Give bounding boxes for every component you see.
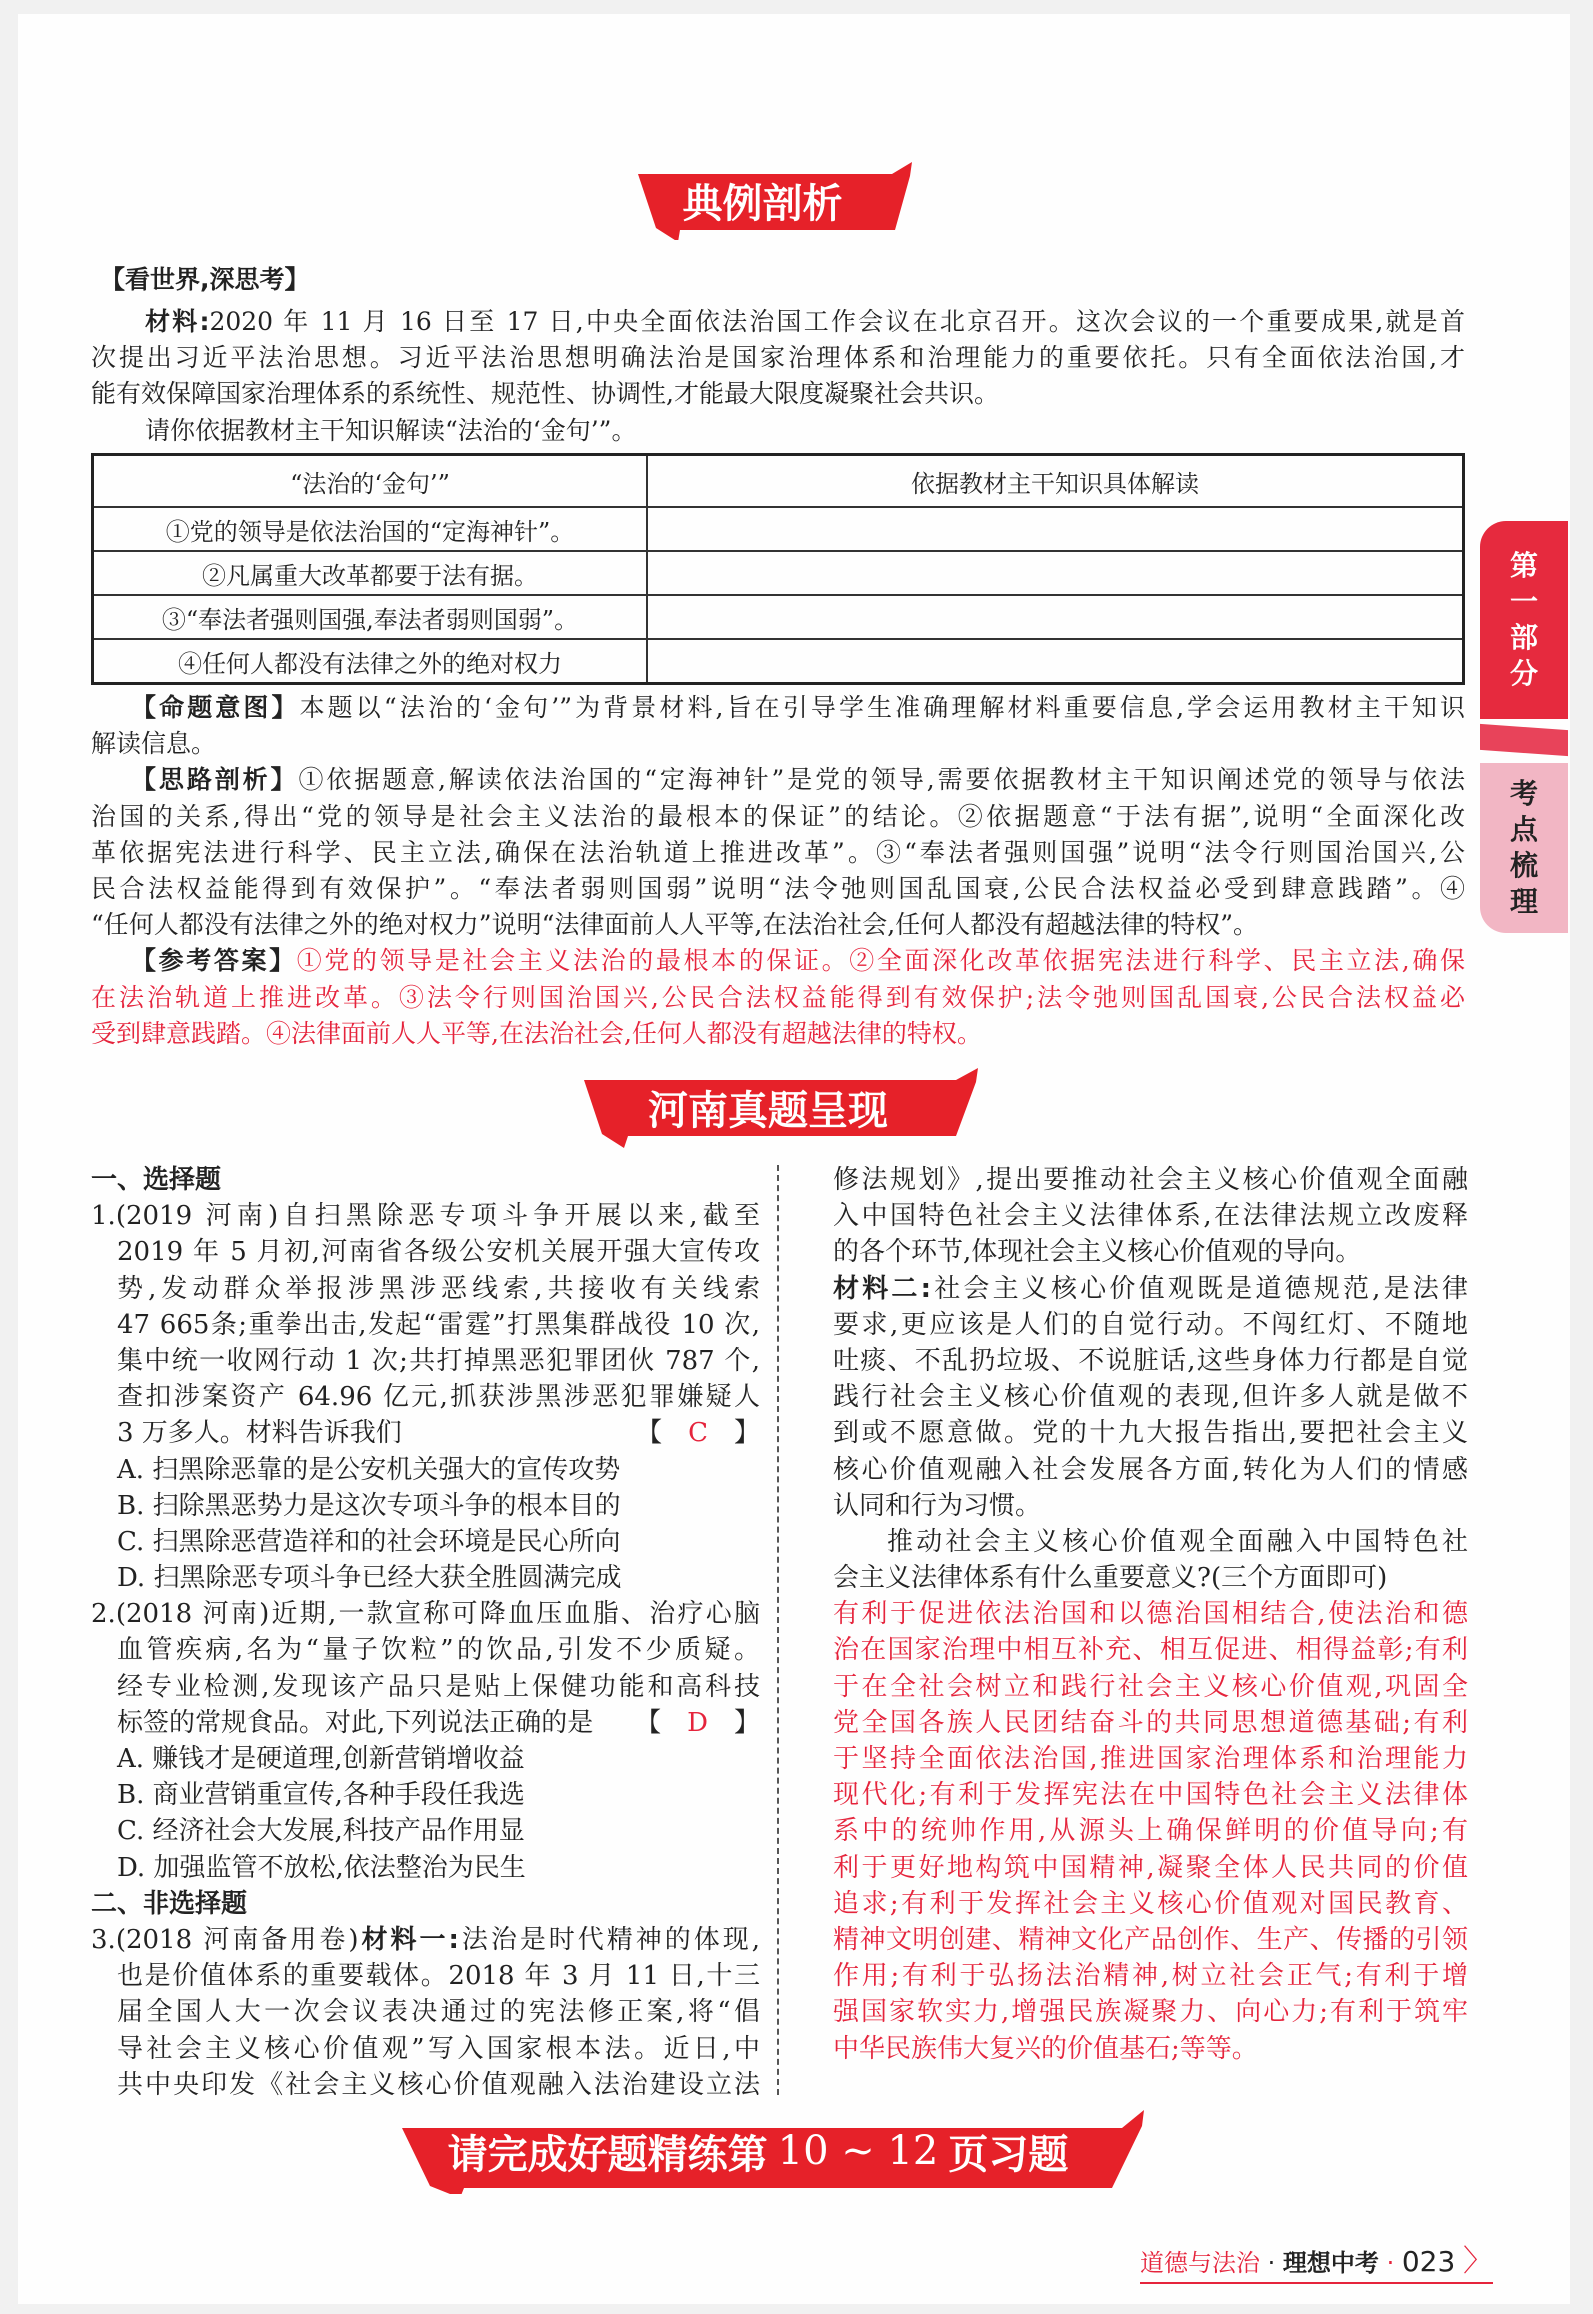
material-line — [833, 1379, 1468, 1415]
question-line — [833, 1234, 1468, 1270]
question-line: 3 万多人。材料告诉我们 — [117, 1418, 402, 1449]
paragraph-label: 【参考答案】 — [131, 946, 297, 976]
side-tab-char: 第 — [1509, 549, 1538, 582]
question-line: (2018 河南)近期,一款宣称可降血压血脂、治疗心脑 — [115, 1599, 760, 1630]
practice-page-range: 10 ~ 12 — [777, 2128, 939, 2174]
question-line: 集中统一收网行动 1 次;共打掉黑恶犯罪团伙 787 个, — [117, 1345, 760, 1376]
intent-line — [91, 690, 1465, 726]
question-line — [91, 1596, 760, 1632]
answer-option[interactable]: A. 扫黑除恶靠的是公安机关强大的宣传攻势 — [117, 1454, 621, 1485]
footer-brand: 理想中考 — [1282, 2249, 1379, 2277]
material-line: 核心价值观融入社会发展各方面,转化为人们的情感 — [833, 1454, 1468, 1485]
table-cell: ②凡属重大改革都要于法有据。 — [93, 551, 648, 595]
right-column — [833, 1162, 1468, 2067]
reference-answer-line — [91, 980, 1465, 1016]
paragraph-label: 【思路剖析】 — [131, 765, 299, 795]
side-chapter-tab[interactable] — [1480, 521, 1568, 933]
footer-subject: 道德与法治 — [1140, 2249, 1260, 2277]
side-tab-char: 点 — [1509, 813, 1538, 846]
intent-line: 本题以“法治的‘金句’”为背景材料,旨在引导学生准确理解材料重要信息,学会运用教材主干知识 — [299, 693, 1465, 722]
analysis-line: 治国的关系,得出“党的领导是社会主义法治的最根本的保证”的结论。②依据题意“于法有据”,说明“全面深化改 — [91, 801, 1465, 831]
analysis-line: 民合法权益能得到有效保护”。“奉法者弱则国弱”说明“法令弛则国乱国衰,公民合法权益必受到肆意践踏”。④ — [91, 873, 1465, 903]
banner-title: 河南真题呈现 — [648, 1087, 888, 1134]
answer-line: 追求;有利于发挥社会主义核心价值观对国民教育、 — [833, 1888, 1468, 1919]
reference-answer-line: ①党的领导是社会主义法治的最根本的保证。②全面深化改革依据宪法进行科学、民主立法,确保 — [296, 946, 1465, 976]
material-line: 要求,更应该是人们的自觉行动。不闯红灯、不随地 — [833, 1309, 1468, 1340]
reference-answer-line: 在法治轨道上推进改革。③法令行则国治国兴,公民合法权益能得到有效保护;法令弛则国乱国衰,公民合法权益必 — [91, 982, 1465, 1012]
table-cell: ①党的领导是依法治国的“定海神针”。 — [93, 507, 648, 551]
answer-line: 中华民族伟大复兴的价值基石;等等。 — [833, 2033, 1258, 2064]
side-tab-part — [1480, 521, 1568, 719]
paragraph-label: 材料: — [145, 307, 210, 336]
table-cell: ③“奉法者强则国强,奉法者弱则国弱”。 — [93, 595, 648, 639]
analysis-line — [91, 799, 1465, 835]
question-prompt-line: 会主义法律体系有什么重要意义?(三个方面即可) — [833, 1563, 1388, 1594]
answer-option[interactable]: D. 加强监管不放松,依法整治为民生 — [117, 1852, 526, 1883]
question-line: 也是价值体系的重要载体。2018 年 3 月 11 日,十三 — [117, 1961, 760, 1992]
material-line — [833, 1452, 1468, 1488]
table-row — [93, 551, 1464, 595]
question-prompt-line: 推动社会主义核心价值观全面融入中国特色社 — [887, 1526, 1468, 1557]
answer-option[interactable]: B. 商业营销重宣传,各种手段任我选 — [117, 1780, 525, 1811]
side-tab-char: 理 — [1509, 885, 1538, 918]
answer-line — [833, 1994, 1468, 2030]
question-line — [91, 1271, 760, 1307]
question-line — [91, 1922, 760, 1958]
side-tab-char: 分 — [1509, 657, 1538, 690]
question-line — [91, 2067, 760, 2103]
question-line — [91, 1994, 760, 2030]
side-tab-stripe — [1480, 724, 1568, 756]
material-line: 到或不愿意做。党的十九大报告指出,要把社会主义 — [833, 1418, 1468, 1449]
answer-line: 作用;有利于弘扬法治精神,树立社会正气;有利于增 — [833, 1961, 1468, 1992]
answer-line — [833, 1741, 1468, 1777]
intent-line: 解读信息。 — [91, 729, 217, 759]
analysis-line: “任何人都没有法律之外的绝对权力”说明“法律面前人人平等,在法治社会,任何人都没有超越法律的特权”。 — [91, 910, 1259, 940]
answer-line — [833, 1632, 1468, 1668]
answer-line: 利于更好地构筑中国精神,凝聚全体人民共同的价值 — [833, 1852, 1468, 1883]
question-line: 2019 年 5 月初,河南省各级公安机关展开强大宣传攻 — [117, 1237, 760, 1268]
answer-option[interactable]: B. 扫除黑恶势力是这次专项斗争的根本目的 — [117, 1490, 621, 1521]
question-line — [91, 1705, 760, 1741]
question-line — [91, 2031, 760, 2067]
answer-line — [833, 1813, 1468, 1849]
side-tab-char: 考 — [1509, 777, 1538, 810]
question-line: 势,发动群众举报涉黑涉恶线索,共接收有关线索 — [117, 1273, 760, 1304]
answer-line — [833, 1886, 1468, 1922]
material-line: 2020 年 11 月 16 日至 17 日,中央全面依法治国工作会议在北京召开。这次会议的一个重要成果,就是首 — [209, 307, 1465, 336]
question-line: 法治是时代精神的体现, — [458, 1924, 760, 1955]
reference-answer-line: 受到肆意践踏。④法律面前人人平等,在法治社会,任何人都没有超越法律的特权。 — [91, 1018, 982, 1048]
section-heading: 二、非选择题 — [91, 1888, 248, 1919]
answer-line: 于在全社会树立和践行社会主义核心价值观,巩固全 — [833, 1671, 1468, 1702]
question-line — [91, 1343, 760, 1379]
table-cell-blank[interactable] — [647, 507, 1464, 551]
side-tab-char: 梳 — [1509, 849, 1538, 882]
page-number: 023 — [1401, 2245, 1456, 2278]
question-line: 经专业检测,发现该产品只是贴上保健功能和高科技 — [117, 1671, 760, 1702]
question-line: 共中央印发《社会主义核心价值观融入法治建设立法 — [117, 2069, 760, 2100]
material-paragraph — [91, 304, 1465, 413]
material-line: 能有效保障国家治理体系的系统性、规范性、协调性,才能最大限度凝聚社会共识。 — [91, 379, 999, 409]
answer-line — [833, 1777, 1468, 1813]
material-line: 认同和行为习惯。 — [833, 1490, 1042, 1521]
analysis-line — [91, 871, 1465, 907]
answer-line: 于坚持全面依法治国,推进国家治理体系和治理能力 — [833, 1744, 1468, 1774]
material-line — [833, 1343, 1468, 1379]
question-prompt-line — [833, 1560, 1468, 1596]
explanation-block — [91, 690, 1465, 1052]
answer-letter: D — [687, 1707, 708, 1738]
answer-option[interactable]: D. 扫黑除恶专项斗争已经大获全胜圆满完成 — [117, 1563, 622, 1594]
answer-line: 治在国家治理中相互补充、相互促进、相得益彰;有利 — [833, 1635, 1468, 1666]
question-line: 查扣涉案资产 64.96 亿元,抓获涉黑涉恶犯罪嫌疑人 — [117, 1382, 760, 1413]
chevron-right-icon: 〉 — [1462, 2244, 1493, 2279]
answer-line: 党全国各族人民团结奋斗的共同思想道德基础;有利 — [833, 1707, 1468, 1738]
question-number: 2. — [91, 1599, 116, 1630]
question-line: 血管疾病,名为“量子饮粒”的饮品,引发不少质疑。 — [117, 1635, 760, 1666]
table-row — [93, 595, 1464, 639]
question-line — [833, 1198, 1468, 1234]
question-line: 标签的常规食品。对此,下列说法正确的是 — [117, 1707, 594, 1738]
question-line — [91, 1307, 760, 1343]
question-line: 导社会主义核心价值观”写入国家根本法。近日,中 — [117, 2033, 760, 2064]
practice-prefix: 请完成好题精练第 — [447, 2131, 768, 2178]
side-tab-char: 部 — [1509, 621, 1538, 654]
question-line — [833, 1162, 1468, 1198]
reference-answer-line — [91, 1016, 1465, 1052]
answer-bracket: 【 C 】 — [636, 1418, 760, 1449]
material-line: 践行社会主义核心价值观的表现,但许多人就是做不 — [833, 1382, 1468, 1413]
analysis-line: ①依据题意,解读依法治国的“定海神针”是党的领导,需要依据教材主干知识阐述党的领导与依法 — [298, 765, 1465, 795]
question-line — [91, 1415, 760, 1451]
answer-line — [833, 1850, 1468, 1886]
question-line — [91, 1632, 760, 1668]
answer-line: 精神文明创建、精神文化产品创作、生产、传播的引领 — [833, 1924, 1468, 1955]
question-line — [91, 1958, 760, 1994]
material-label: 材料一: — [358, 1924, 459, 1955]
question-line — [91, 1379, 760, 1415]
table-cell: ④任何人都没有法律之外的绝对权力 — [93, 639, 648, 684]
question-line: 届全国人大一次会议表决通过的宪法修正案,将“倡 — [117, 1997, 760, 2028]
answer-option[interactable]: C. 经济社会大发展,科技产品作用显 — [117, 1816, 525, 1847]
question-number: 3. — [91, 1924, 116, 1955]
practice-suffix: 页习题 — [948, 2131, 1069, 2178]
question-line: 入中国特色社会主义法律体系,在法律法规立改废释 — [833, 1201, 1468, 1232]
material-line — [91, 304, 1465, 340]
answer-line: 强国家软实力,增强民族凝聚力、向心力;有利于筑牢 — [833, 1997, 1468, 2028]
analysis-line — [91, 907, 1465, 943]
table-header-row — [93, 455, 1464, 508]
golden-sentence-table — [91, 453, 1465, 685]
answer-line — [833, 1596, 1468, 1632]
table-header: “法治的‘金句’” — [93, 455, 648, 508]
analysis-line: 革依据宪法进行科学、民主立法,确保在法治轨道上推进改革”。③“奉法者强则国强”说明“法令行则国治国兴,公 — [91, 837, 1465, 867]
footer-separator: · — [1267, 2249, 1276, 2277]
table-header: 依据教材主干知识具体解读 — [647, 455, 1464, 508]
table-row — [93, 639, 1464, 684]
intent-line — [91, 726, 1465, 762]
question-prompt-line — [833, 1524, 1468, 1560]
material-line — [833, 1415, 1468, 1451]
answer-option[interactable]: C. 扫黑除恶营造祥和的社会环境是民心所向 — [117, 1526, 621, 1557]
banner-henan-real-questions — [578, 1066, 988, 1148]
answer-line — [833, 1958, 1468, 1994]
material-line: 社会主义核心价值观既是道德规范,是法律 — [931, 1273, 1469, 1304]
material-line — [91, 340, 1465, 376]
question-number: 1. — [91, 1201, 116, 1232]
reference-answer-line — [91, 943, 1465, 979]
table-cell-blank[interactable] — [647, 639, 1464, 684]
side-tab-char: 一 — [1509, 585, 1538, 618]
left-column — [91, 1162, 760, 2103]
material-line: 吐痰、不乱扔垃圾、不说脏话,这些身体力行都是自觉 — [833, 1345, 1468, 1376]
footer-separator: · — [1386, 2249, 1395, 2277]
analysis-line — [91, 762, 1465, 798]
question-line — [91, 1198, 760, 1234]
question-line: (2019 河南)自扫黑除恶专项斗争开展以来,截至 — [115, 1201, 760, 1232]
answer-line — [833, 2031, 1468, 2067]
paragraph-label: 【命题意图】 — [131, 693, 300, 722]
question-line: 修法规划》,提出要推动社会主义核心价值观全面融 — [833, 1165, 1468, 1195]
question-line: 的各个环节,体现社会主义核心价值观的导向。 — [833, 1237, 1362, 1268]
table-cell-blank[interactable] — [647, 551, 1464, 595]
answer-line — [833, 1669, 1468, 1705]
answer-letter: C — [688, 1418, 708, 1449]
material-line — [833, 1307, 1468, 1343]
answer-line: 有利于促进依法治国和以德治国相结合,使法治和德 — [833, 1599, 1468, 1630]
question-source: (2018 河南备用卷) — [115, 1924, 359, 1955]
section-heading: 一、选择题 — [91, 1165, 222, 1195]
answer-line: 现代化;有利于发挥宪法在中国特色社会主义法律体 — [833, 1780, 1468, 1811]
page-footer — [1140, 2236, 1493, 2284]
banner-title: 典例剖析 — [682, 180, 843, 227]
answer-line — [833, 1705, 1468, 1741]
banner-example-analysis — [630, 160, 925, 240]
answer-line — [833, 1922, 1468, 1958]
analysis-line — [91, 835, 1465, 871]
answer-option[interactable]: A. 赚钱才是硬道理,创新营销增收益 — [117, 1744, 525, 1774]
material-line — [833, 1271, 1468, 1307]
answer-bracket: 【 D 】 — [635, 1707, 760, 1738]
banner-practice-reminder — [402, 2108, 1154, 2194]
question-line: 47 665条;重拳出击,发起“雷霆”打黑集群战役 10 次, — [117, 1309, 760, 1340]
question-line — [91, 1669, 760, 1705]
prompt-text: 请你依据教材主干知识解读“法治的‘金句’”。 — [145, 416, 637, 445]
side-tab-section — [1480, 763, 1568, 933]
material-line: 次提出习近平法治思想。习近平法治思想明确法治是国家治理体系和治理能力的重要依托。只有全面依法治国,才 — [91, 343, 1465, 373]
question-line — [91, 1234, 760, 1270]
material-line — [833, 1488, 1468, 1524]
paragraph-label: 材料二: — [833, 1273, 931, 1304]
table-row — [93, 507, 1464, 551]
section-heading: 【看世界,深思考】 — [100, 265, 310, 294]
table-cell-blank[interactable] — [647, 595, 1464, 639]
column-divider — [777, 1165, 779, 2095]
answer-line: 系中的统帅作用,从源头上确保鲜明的价值导向;有 — [833, 1816, 1468, 1847]
material-line — [91, 376, 1465, 412]
